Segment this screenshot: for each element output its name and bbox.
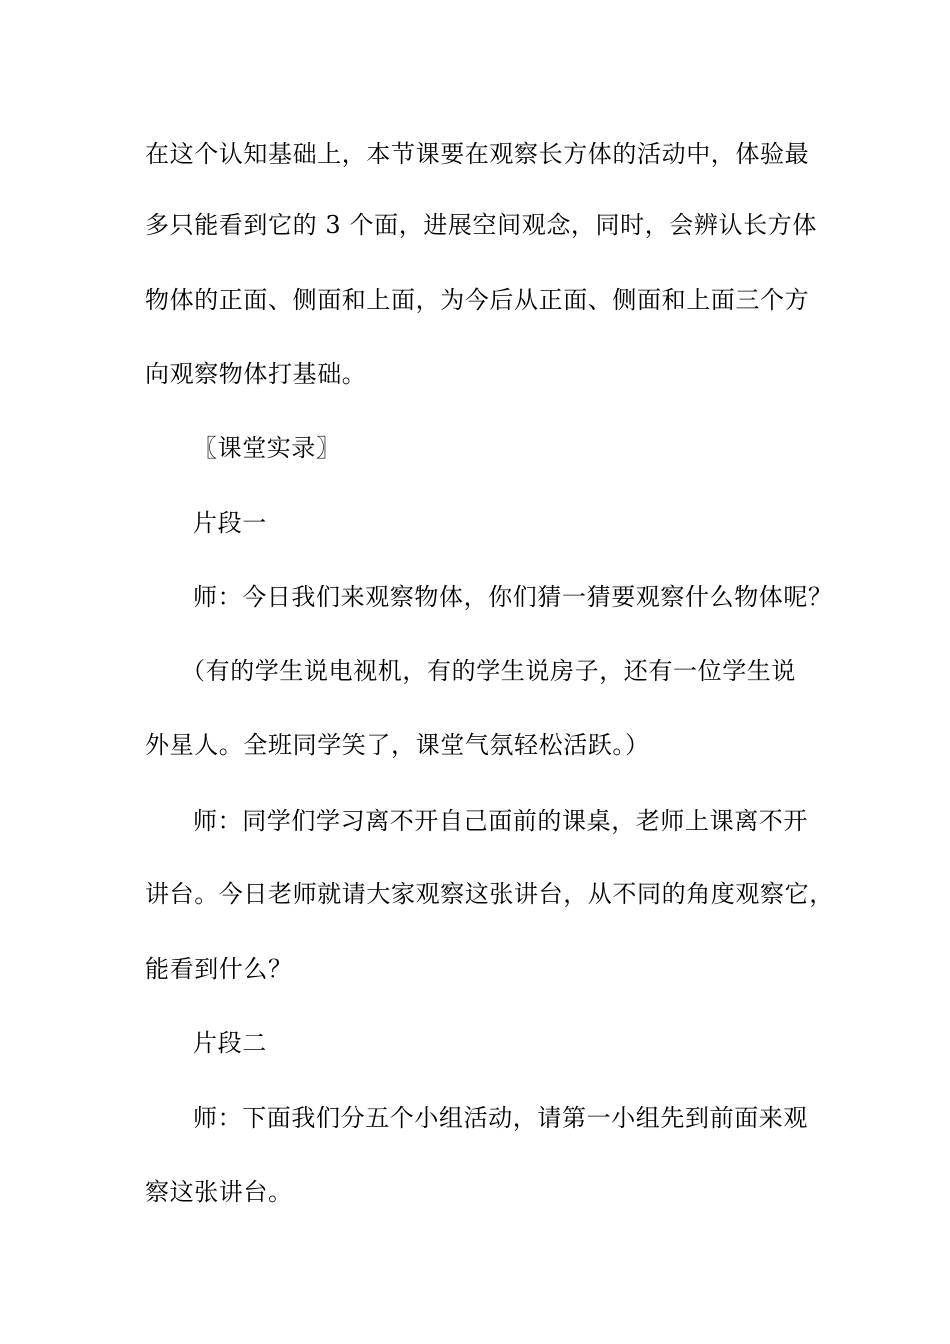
segment-heading: 片段二 [193,1029,267,1057]
paragraph-line: 外星人。全班同学笑了，课堂气氛轻松活跃。） [145,731,650,759]
paragraph-line: 多只能看到它的 3 个面，进展空间观念，同时，会辨认长方体 [145,211,817,239]
paragraph-line: 师：今日我们来观察物体，你们猜一猜要观察什么物体呢？ [193,583,833,611]
paragraph-line: （有的学生说电视机，有的学生说房子，还有一位学生说 [181,657,796,685]
paragraph-line: 师：下面我们分五个小组活动，请第一小组先到前面来观 [193,1104,808,1132]
paragraph-line: 在这个认知基础上，本节课要在观察长方体的活动中，体验最 [145,140,810,168]
paragraph-line: 物体的正面、侧面和上面，为今后从正面、侧面和上面三个方 [145,286,810,314]
paragraph-line: 能看到什么？ [145,955,293,983]
paragraph-line: 察这张讲台。 [145,1178,293,1206]
paragraph-line: 向观察物体打基础。 [145,360,367,388]
paragraph-line: 师：同学们学习离不开自己面前的课桌，老师上课离不开 [193,807,808,835]
section-heading: 〖课堂实录〗 [193,434,341,462]
paragraph-line: 讲台。今日老师就请大家观察这张讲台，从不同的角度观察它， [145,880,834,908]
segment-heading: 片段一 [193,509,267,537]
